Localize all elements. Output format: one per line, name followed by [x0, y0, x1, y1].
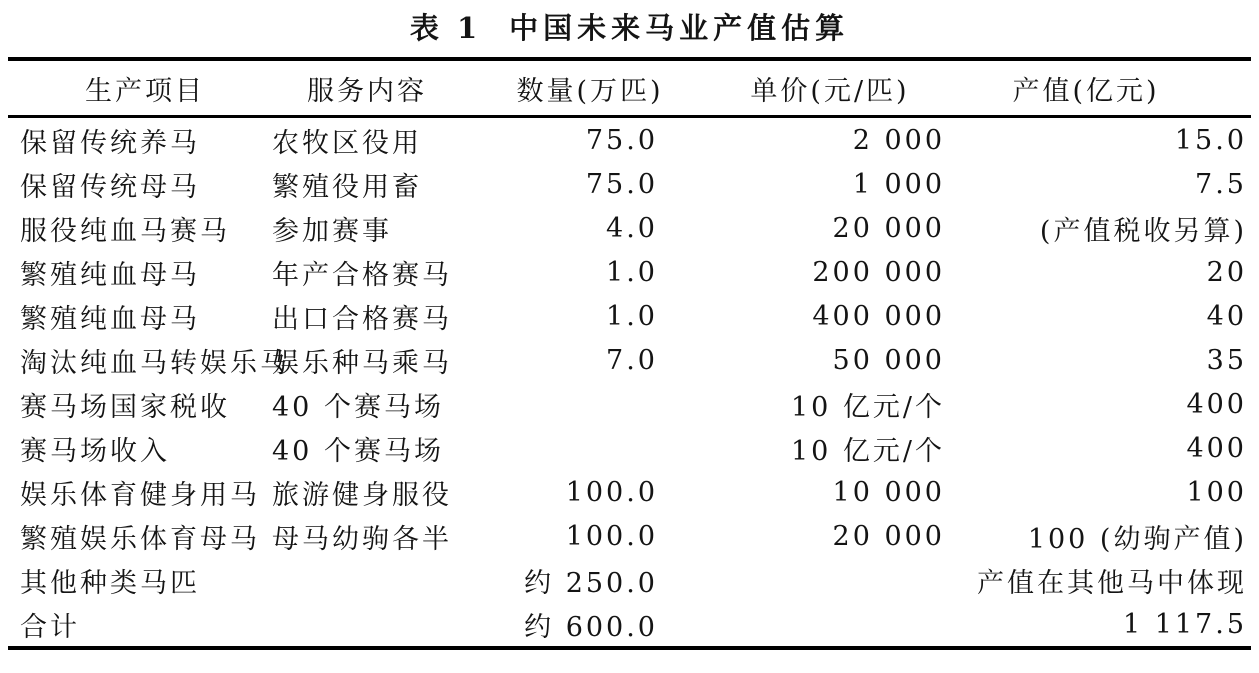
table-row [8, 558, 1251, 602]
table-cell: 其他种类马匹 [20, 567, 200, 599]
table-cell: 参加赛事 [272, 215, 392, 247]
table-cell: 赛马场收入 [20, 435, 170, 467]
table-cell: 75.0 [585, 124, 658, 156]
table-cell: 20 000 [832, 520, 945, 552]
table-row [8, 470, 1251, 514]
table-cell: 娱乐种马乘马 [272, 347, 452, 379]
table-caption-title: 中国未来马业产值估算 [509, 11, 850, 45]
table-cell: 40 个赛马场 [272, 391, 444, 423]
table-cell: 母马幼驹各半 [272, 523, 452, 555]
table-cell: 合计 [20, 611, 80, 643]
table-row [8, 382, 1251, 426]
table-cell: 75.0 [585, 168, 658, 200]
table-cell: 1.0 [606, 256, 658, 288]
table-cell [502, 426, 670, 470]
column-header-quantity: 数量(万匹) [502, 59, 670, 117]
table-caption-number: 表 1 [409, 11, 482, 45]
table-cell: 200 000 [812, 256, 945, 288]
table-cell: 1.0 [606, 300, 658, 332]
table-row [8, 338, 1251, 382]
table-cell: 繁殖役用畜 [272, 171, 422, 203]
table-cell: 1 000 [852, 168, 945, 200]
table-cell: 40 个赛马场 [272, 435, 444, 467]
table-cell: 农牧区役用 [272, 127, 422, 159]
table-cell: 淘汰纯血马转娱乐马 [20, 347, 290, 379]
table-cell: 400 000 [812, 300, 945, 332]
table-cell: 2 000 [852, 124, 945, 156]
table-cell [272, 558, 502, 602]
table-cell: 100 [1186, 476, 1247, 508]
table-cell: 10 亿元/个 [790, 391, 945, 423]
table-cell: 保留传统母马 [20, 171, 200, 203]
table-row [8, 117, 1251, 163]
table-cell: 15.0 [1174, 124, 1247, 156]
table-cell: 10 亿元/个 [790, 435, 945, 467]
table-row [8, 250, 1251, 294]
table-cell: 7.0 [606, 344, 658, 376]
table-row [8, 514, 1251, 558]
table-cell: 100.0 [565, 476, 658, 508]
table-cell: 400 [1186, 388, 1247, 420]
column-header-output-value: 产值(亿元) [955, 59, 1251, 117]
table-cell: 7.5 [1195, 168, 1247, 200]
table-cell: 娱乐体育健身用马 [20, 479, 260, 511]
table-cell: 约 600.0 [524, 611, 658, 643]
table-row [8, 602, 1251, 648]
table-row [8, 294, 1251, 338]
table-cell [670, 602, 955, 648]
table-cell: 年产合格赛马 [272, 259, 452, 291]
column-header-unit-price: 单价(元/匹) [670, 59, 955, 117]
table-cell: 1 117.5 [1122, 608, 1247, 640]
table-cell: 旅游健身服役 [272, 479, 452, 511]
table-cell: 4.0 [606, 212, 658, 244]
table-cell: 约 250.0 [524, 567, 658, 599]
table-caption [0, 10, 1259, 46]
table-row [8, 162, 1251, 206]
horse-industry-value-table [8, 57, 1251, 650]
table-cell: 繁殖娱乐体育母马 [20, 523, 260, 555]
table-cell: (产值税收另算) [1039, 215, 1247, 247]
table-cell: 10 000 [832, 476, 945, 508]
table-cell: 产值在其他马中体现 [977, 567, 1247, 599]
table-cell: 繁殖纯血母马 [20, 259, 200, 291]
table-cell [670, 558, 955, 602]
table-cell: 服役纯血马赛马 [20, 215, 230, 247]
table-cell: 400 [1186, 432, 1247, 464]
table-cell: 100.0 [565, 520, 658, 552]
table-cell: 出口合格赛马 [272, 303, 452, 335]
table-cell: 赛马场国家税收 [20, 391, 230, 423]
header-row [8, 59, 1251, 117]
table-cell [272, 602, 502, 648]
table-cell: 50 000 [832, 344, 945, 376]
table-cell: 35 [1206, 344, 1247, 376]
table-cell: 20 [1206, 256, 1247, 288]
table-cell: 100 (幼驹产值) [1027, 523, 1247, 555]
table-row [8, 426, 1251, 470]
table-row [8, 206, 1251, 250]
table-cell: 繁殖纯血母马 [20, 303, 200, 335]
column-header-service-content: 服务内容 [272, 59, 502, 117]
table-cell: 40 [1206, 300, 1247, 332]
table-cell: 20 000 [832, 212, 945, 244]
table-cell [502, 382, 670, 426]
column-header-production-item: 生产项目 [8, 59, 272, 117]
table-cell: 保留传统养马 [20, 127, 200, 159]
